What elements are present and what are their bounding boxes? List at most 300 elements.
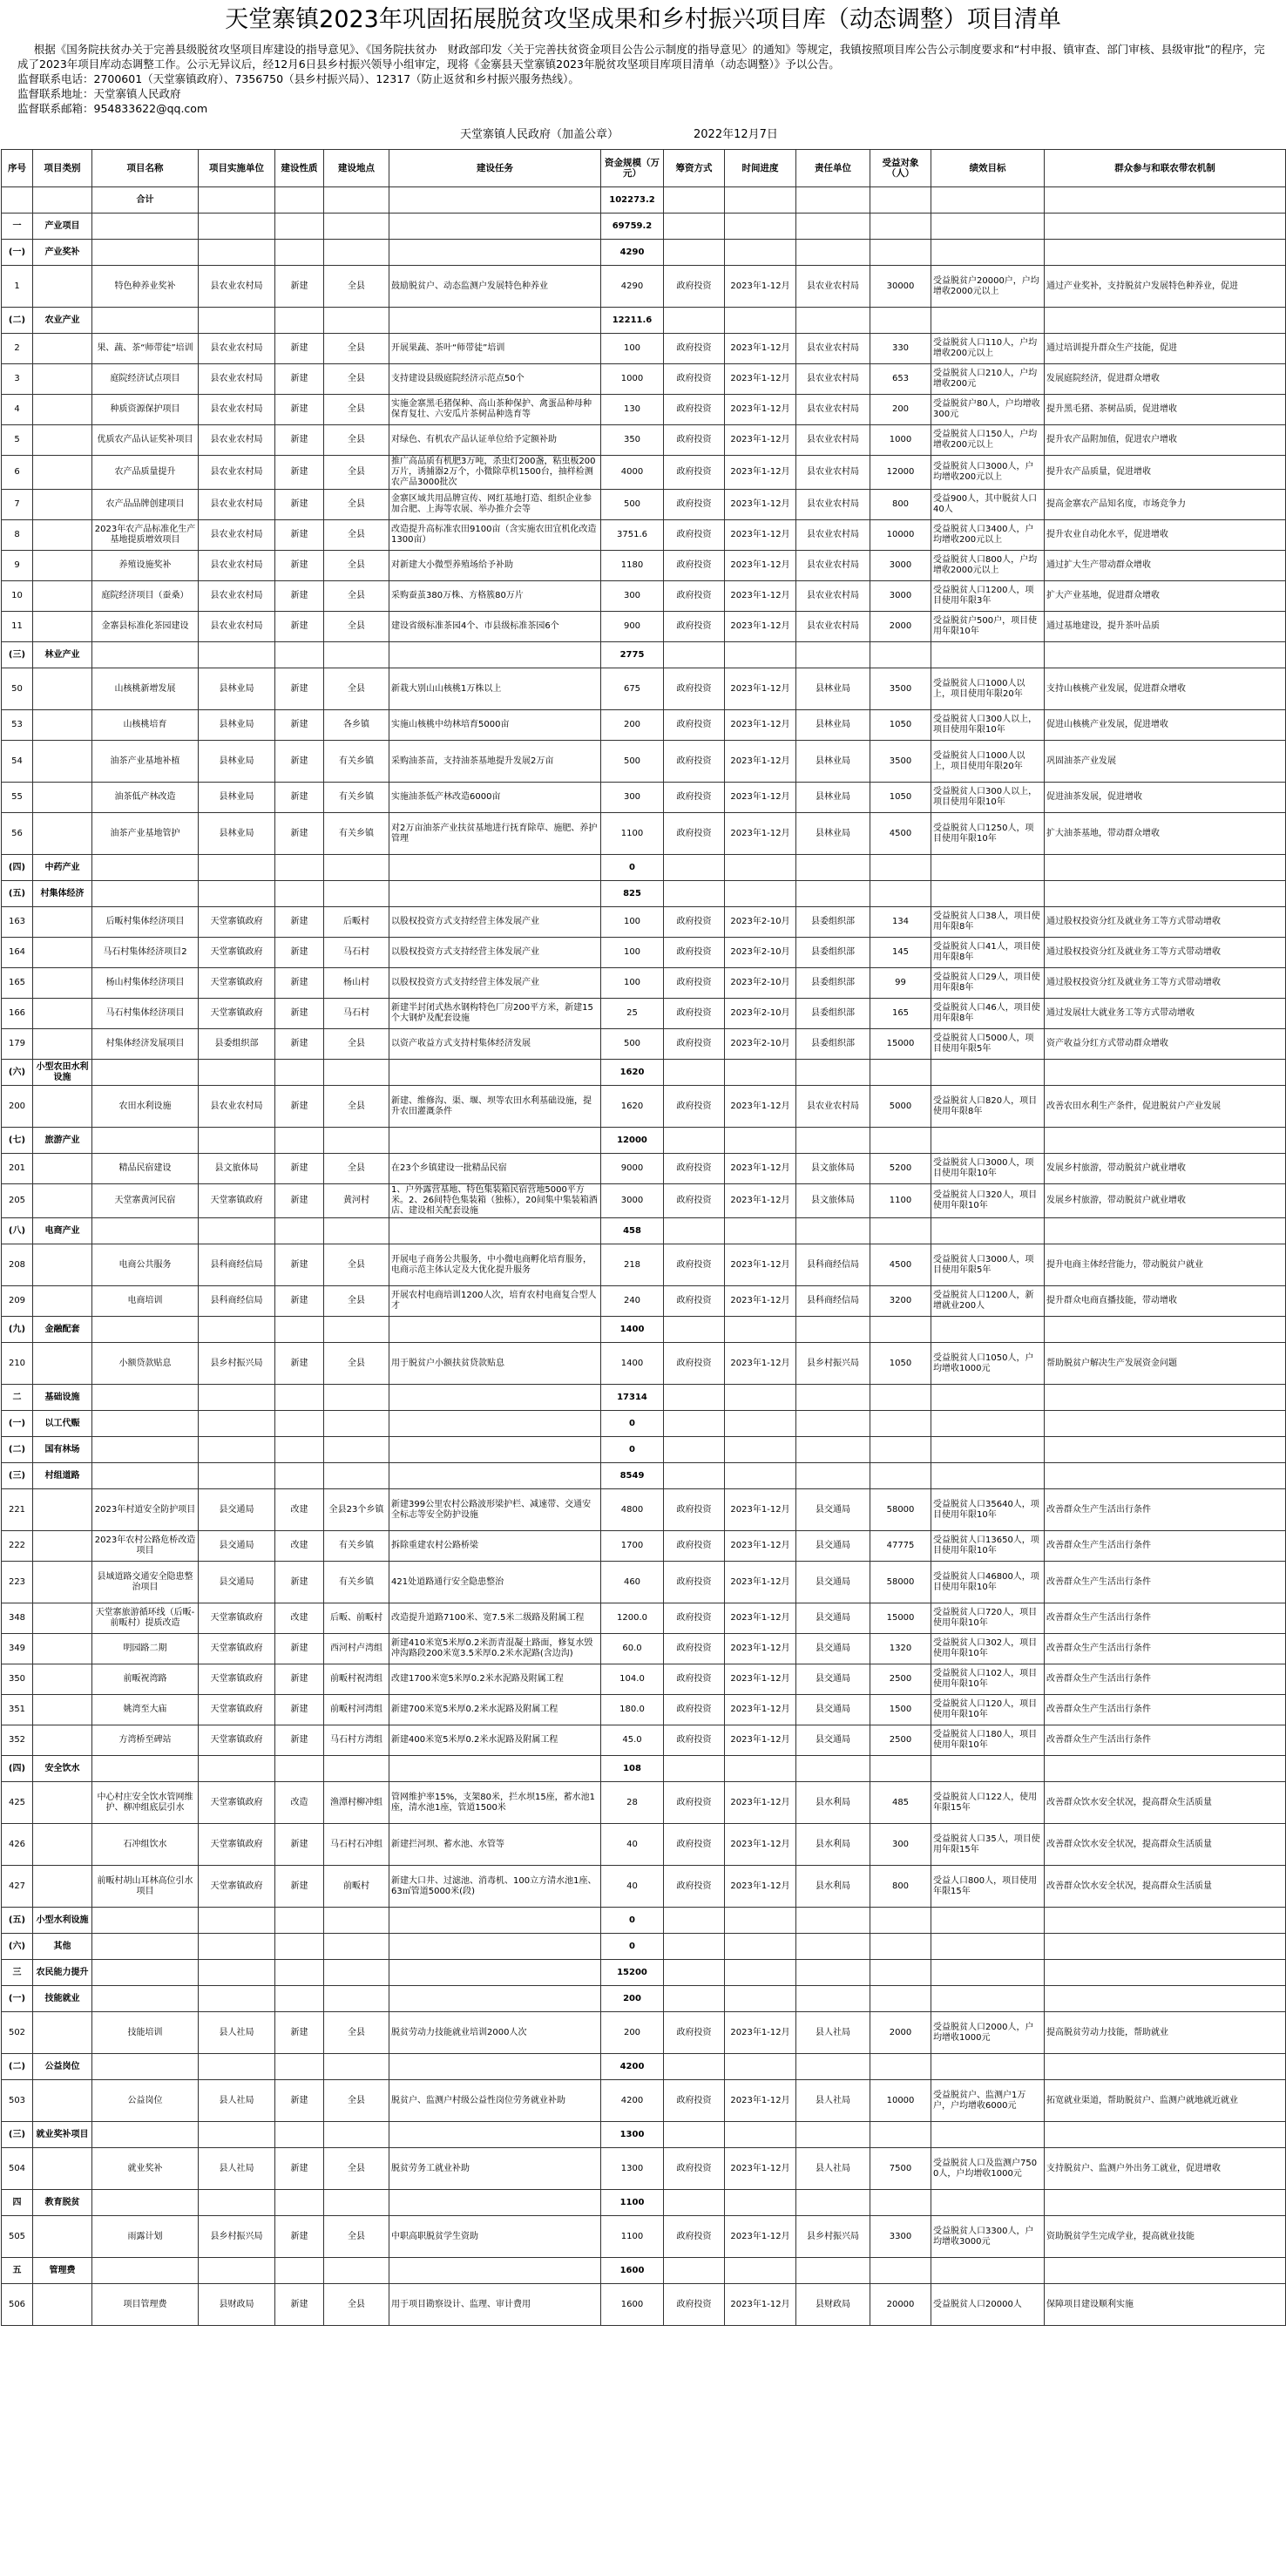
cell-project-name: [92, 881, 199, 907]
cell-seq: 7: [2, 490, 33, 520]
cell-task: 新建拦河坝、蓄水池、水管等: [389, 1824, 601, 1866]
cell-location: [324, 214, 389, 240]
cell-schedule: 2023年1-12月: [725, 2012, 796, 2054]
cell-responsible: 县科商经信局: [796, 1286, 870, 1317]
cell-unit: [199, 2054, 275, 2080]
cell-location: 全县: [324, 1244, 389, 1286]
cell-beneficiaries: 1320: [870, 1634, 931, 1664]
cell-funding-method: 政府投资: [664, 334, 725, 364]
cell-task: 在23个乡镇建设一批精品民宿: [389, 1154, 601, 1184]
cell-performance: [931, 1908, 1045, 1934]
cell-schedule: 2023年1-12月: [725, 2080, 796, 2122]
cell-responsible: 县交通局: [796, 1725, 870, 1756]
cell-performance: 受益脱贫人口1200人，项目使用年限3年: [931, 581, 1045, 612]
cell-task: [389, 214, 601, 240]
cell-category: [33, 741, 92, 783]
cell-mechanism: 通过发展壮大就业务工等方式带动增收: [1045, 999, 1286, 1029]
cell-task: 新建、维修沟、渠、堰、坝等农田水利基础设施，提升农田灌溉条件: [389, 1086, 601, 1128]
cell-responsible: 县农业农村局: [796, 1086, 870, 1128]
cell-unit: 县科商经信局: [199, 1286, 275, 1317]
cell-project-name: [92, 1986, 199, 2012]
cell-mechanism: [1045, 240, 1286, 266]
cell-unit: 县林业局: [199, 668, 275, 710]
cell-nature: 新建: [275, 1634, 324, 1664]
cell-beneficiaries: 1050: [870, 783, 931, 813]
cell-seq: (五): [2, 1908, 33, 1934]
cell-schedule: 2023年1-12月: [725, 1603, 796, 1634]
table-row: [2, 1664, 1286, 1695]
table-row: [2, 741, 1286, 783]
cell-beneficiaries: 15000: [870, 1029, 931, 1060]
cell-beneficiaries: [870, 1756, 931, 1782]
cell-funds: 0: [601, 855, 664, 881]
cell-responsible: 县农业农村局: [796, 551, 870, 581]
cell-category: [33, 1562, 92, 1603]
table-row: [2, 1782, 1286, 1824]
table-row: [2, 1531, 1286, 1562]
cell-location: 全县: [324, 2080, 389, 2122]
cell-responsible: 县农业农村局: [796, 520, 870, 551]
cell-performance: 受益脱贫人口302人，项目使用年限10年: [931, 1634, 1045, 1664]
cell-unit: 天堂寨镇政府: [199, 1725, 275, 1756]
cell-nature: 新建: [275, 783, 324, 813]
table-section-row: [2, 1463, 1286, 1489]
cell-responsible: [796, 1317, 870, 1343]
cell-beneficiaries: 653: [870, 364, 931, 395]
cell-unit: 县人社局: [199, 2080, 275, 2122]
table-row: [2, 1725, 1286, 1756]
cell-task: 中职高职脱贫学生资助: [389, 2216, 601, 2258]
cell-project-name: 石冲组饮水: [92, 1824, 199, 1866]
cell-location: [324, 1411, 389, 1437]
cell-task: 以股权投资方式支持经营主体发展产业: [389, 968, 601, 999]
cell-mechanism: 通过股权投资分红及就业务工等方式带动增收: [1045, 938, 1286, 968]
cell-performance: 受益脱贫人口3000人，户均增收200元以上: [931, 456, 1045, 490]
cell-performance: 受益脱贫人口210人，户均增收200元: [931, 364, 1045, 395]
cell-project-name: [92, 1437, 199, 1463]
cell-project-name: [92, 214, 199, 240]
cell-performance: 受益脱贫人口110人，户均增收200元以上: [931, 334, 1045, 364]
cell-project-name: 电商培训: [92, 1286, 199, 1317]
cell-mechanism: 提升农业自动化水平，促进增收: [1045, 520, 1286, 551]
cell-nature: [275, 1934, 324, 1960]
cell-funds: 4000: [601, 456, 664, 490]
cell-unit: [199, 881, 275, 907]
cell-funds: 300: [601, 783, 664, 813]
cell-responsible: [796, 2258, 870, 2284]
cell-mechanism: [1045, 1128, 1286, 1154]
cell-responsible: 县农业农村局: [796, 490, 870, 520]
cell-schedule: 2023年1-12月: [725, 520, 796, 551]
cell-mechanism: 资助脱贫学生完成学业，提高就业技能: [1045, 2216, 1286, 2258]
cell-unit: 县交通局: [199, 1531, 275, 1562]
cell-unit: 县委组织部: [199, 1029, 275, 1060]
cell-funds: 130: [601, 395, 664, 425]
cell-funding-method: [664, 1437, 725, 1463]
notice-address: 监督联系地址：天堂寨镇人民政府: [17, 87, 181, 100]
cell-schedule: [725, 642, 796, 668]
cell-project-name: [92, 1908, 199, 1934]
cell-task: [389, 2258, 601, 2284]
table-section-row: [2, 855, 1286, 881]
cell-beneficiaries: [870, 881, 931, 907]
cell-beneficiaries: 3200: [870, 1286, 931, 1317]
cell-funds: 1100: [601, 2216, 664, 2258]
cell-category: 林业产业: [33, 642, 92, 668]
cell-funds: 500: [601, 1029, 664, 1060]
cell-funding-method: 政府投资: [664, 783, 725, 813]
cell-funds: 40: [601, 1824, 664, 1866]
cell-responsible: [796, 1986, 870, 2012]
cell-beneficiaries: 30000: [870, 266, 931, 308]
cell-unit: 县农业农村局: [199, 395, 275, 425]
table-row: [2, 668, 1286, 710]
table-section-row: [2, 308, 1286, 334]
cell-task: 用于脱贫户小额扶贫贷款贴息: [389, 1343, 601, 1385]
table-header-row: [2, 150, 1286, 187]
cell-nature: [275, 1908, 324, 1934]
cell-performance: [931, 2122, 1045, 2148]
signature-line: [0, 116, 1286, 149]
cell-unit: [199, 240, 275, 266]
table-row: [2, 1562, 1286, 1603]
cell-performance: [931, 1960, 1045, 1986]
cell-nature: 新建: [275, 1286, 324, 1317]
cell-location: [324, 187, 389, 214]
cell-nature: 新建: [275, 1343, 324, 1385]
cell-unit: [199, 1437, 275, 1463]
cell-responsible: 县农业农村局: [796, 364, 870, 395]
cell-mechanism: 扩大油茶基地，带动群众增收: [1045, 813, 1286, 855]
cell-performance: [931, 1934, 1045, 1960]
cell-funds: 0: [601, 1934, 664, 1960]
cell-funding-method: [664, 1411, 725, 1437]
cell-mechanism: [1045, 1437, 1286, 1463]
cell-responsible: 县人社局: [796, 2012, 870, 2054]
cell-seq: 9: [2, 551, 33, 581]
cell-location: [324, 2190, 389, 2216]
cell-location: 后畈村: [324, 907, 389, 938]
cell-unit: [199, 1218, 275, 1244]
cell-beneficiaries: [870, 1128, 931, 1154]
cell-beneficiaries: [870, 1934, 931, 1960]
cell-category: [33, 1725, 92, 1756]
cell-location: [324, 240, 389, 266]
table-row: [2, 490, 1286, 520]
cell-project-name: 前畈村胡山耳林高位引水项目: [92, 1866, 199, 1908]
cell-project-name: 山核桃新增发展: [92, 668, 199, 710]
cell-schedule: [725, 1218, 796, 1244]
cell-nature: 新建: [275, 425, 324, 456]
cell-funding-method: [664, 1218, 725, 1244]
cell-performance: [931, 1128, 1045, 1154]
cell-seq: 427: [2, 1866, 33, 1908]
cell-funds: 1300: [601, 2148, 664, 2190]
cell-project-name: [92, 1128, 199, 1154]
issuing-authority: 天堂寨镇人民政府（加盖公章）: [460, 128, 619, 141]
cell-funds: 3000: [601, 1184, 664, 1218]
cell-nature: [275, 881, 324, 907]
cell-task: 实施山核桃中幼林培育5000亩: [389, 710, 601, 741]
cell-seq: 164: [2, 938, 33, 968]
cell-seq: 一: [2, 214, 33, 240]
cell-category: [33, 1824, 92, 1866]
cell-location: 全县: [324, 334, 389, 364]
cell-category: [33, 1086, 92, 1128]
cell-nature: [275, 1218, 324, 1244]
table-row: [2, 2216, 1286, 2258]
cell-mechanism: 拓宽就业渠道，帮助脱贫户、监测户就地就近就业: [1045, 2080, 1286, 2122]
table-row: [2, 364, 1286, 395]
cell-category: [33, 1244, 92, 1286]
cell-task: [389, 1385, 601, 1411]
table-row: [2, 425, 1286, 456]
cell-funds: 108: [601, 1756, 664, 1782]
cell-mechanism: 通过股权投资分红及就业务工等方式带动增收: [1045, 907, 1286, 938]
cell-category: [33, 999, 92, 1029]
cell-seq: 163: [2, 907, 33, 938]
cell-mechanism: 通过扩大生产带动群众增收: [1045, 551, 1286, 581]
cell-mechanism: [1045, 2190, 1286, 2216]
cell-location: 全县: [324, 425, 389, 456]
cell-task: 管网维护率15%，支架80米，拦水坝15座，蓄水池1座，清水池1座，管道1500米: [389, 1782, 601, 1824]
cell-category: 管理费: [33, 2258, 92, 2284]
cell-funding-method: [664, 2122, 725, 2148]
cell-location: [324, 2258, 389, 2284]
table-row: [2, 907, 1286, 938]
cell-performance: [931, 2054, 1045, 2080]
table-section-row: [2, 1986, 1286, 2012]
cell-responsible: 县水利局: [796, 1824, 870, 1866]
cell-schedule: 2023年1-12月: [725, 1664, 796, 1695]
cell-seq: (七): [2, 1128, 33, 1154]
cell-mechanism: [1045, 1986, 1286, 2012]
cell-unit: 县农业农村局: [199, 490, 275, 520]
cell-schedule: 2023年2-10月: [725, 968, 796, 999]
cell-task: 新建半封闭式热水钢构特色厂房200平方米，新建15个大钢炉及配套设施: [389, 999, 601, 1029]
cell-funds: 3751.6: [601, 520, 664, 551]
cell-responsible: 县农业农村局: [796, 395, 870, 425]
cell-beneficiaries: [870, 1060, 931, 1086]
cell-funds: 1600: [601, 2258, 664, 2284]
cell-funds: 69759.2: [601, 214, 664, 240]
cell-funding-method: 政府投资: [664, 1695, 725, 1725]
table-section-row: [2, 1437, 1286, 1463]
cell-project-name: 2023年村道安全防护项目: [92, 1489, 199, 1531]
table-row: [2, 710, 1286, 741]
cell-location: [324, 881, 389, 907]
cell-unit: [199, 1060, 275, 1086]
cell-funding-method: [664, 1934, 725, 1960]
cell-project-name: 山核桃培育: [92, 710, 199, 741]
cell-project-name: 合计: [92, 187, 199, 214]
cell-category: [33, 710, 92, 741]
cell-location: [324, 1128, 389, 1154]
cell-beneficiaries: 1050: [870, 1343, 931, 1385]
cell-category: 安全饮水: [33, 1756, 92, 1782]
cell-nature: [275, 1986, 324, 2012]
cell-unit: [199, 2122, 275, 2148]
cell-schedule: 2023年1-12月: [725, 425, 796, 456]
cell-schedule: [725, 881, 796, 907]
notice-block: [0, 35, 1286, 116]
cell-performance: 受益900人，其中脱贫人口40人: [931, 490, 1045, 520]
cell-seq: 4: [2, 395, 33, 425]
col-header: 建设任务: [389, 150, 601, 187]
cell-seq: (一): [2, 1411, 33, 1437]
cell-schedule: [725, 1411, 796, 1437]
cell-responsible: [796, 1385, 870, 1411]
cell-schedule: 2023年1-12月: [725, 1343, 796, 1385]
cell-seq: 1: [2, 266, 33, 308]
cell-funding-method: [664, 642, 725, 668]
cell-funds: 15200: [601, 1960, 664, 1986]
cell-responsible: [796, 1463, 870, 1489]
cell-category: 旅游产业: [33, 1128, 92, 1154]
cell-funds: 218: [601, 1244, 664, 1286]
cell-responsible: 县交通局: [796, 1634, 870, 1664]
cell-nature: [275, 2190, 324, 2216]
cell-project-name: [92, 1934, 199, 1960]
cell-responsible: 县交通局: [796, 1695, 870, 1725]
cell-seq: 350: [2, 1664, 33, 1695]
cell-mechanism: 改善群众生产生活出行条件: [1045, 1725, 1286, 1756]
cell-nature: 新建: [275, 938, 324, 968]
cell-nature: 新建: [275, 1086, 324, 1128]
cell-location: 渔潭村柳冲组: [324, 1782, 389, 1824]
cell-funding-method: 政府投资: [664, 395, 725, 425]
cell-nature: 新建: [275, 551, 324, 581]
cell-project-name: 油茶产业基地补植: [92, 741, 199, 783]
cell-responsible: 县农业农村局: [796, 266, 870, 308]
cell-beneficiaries: [870, 642, 931, 668]
cell-project-name: [92, 2190, 199, 2216]
cell-responsible: 县财政局: [796, 2284, 870, 2326]
cell-responsible: [796, 2122, 870, 2148]
cell-task: 对新建大小微型养殖场给予补助: [389, 551, 601, 581]
cell-task: 改造提升道路7100米、宽7.5米二级路及附属工程: [389, 1603, 601, 1634]
cell-seq: (二): [2, 308, 33, 334]
cell-task: 开展电子商务公共服务，中小微电商孵化培育服务，电商示范主体认定及大优化提升服务: [389, 1244, 601, 1286]
cell-seq: 50: [2, 668, 33, 710]
cell-seq: 426: [2, 1824, 33, 1866]
cell-funding-method: 政府投资: [664, 1782, 725, 1824]
cell-schedule: 2023年1-12月: [725, 456, 796, 490]
cell-funds: 1100: [601, 813, 664, 855]
cell-seq: (一): [2, 240, 33, 266]
cell-funding-method: 政府投资: [664, 425, 725, 456]
cell-project-name: 油茶低产林改造: [92, 783, 199, 813]
cell-seq: (六): [2, 1060, 33, 1086]
cell-responsible: [796, 214, 870, 240]
cell-funds: 100: [601, 334, 664, 364]
cell-project-name: 马石村集体经济项目: [92, 999, 199, 1029]
cell-category: [33, 425, 92, 456]
cell-task: 新建399公里农村公路波形梁护栏、减速带、交通安全标志等安全防护设施: [389, 1489, 601, 1531]
table-row: [2, 395, 1286, 425]
cell-seq: 351: [2, 1695, 33, 1725]
cell-funds: 12211.6: [601, 308, 664, 334]
cell-category: 其他: [33, 1934, 92, 1960]
cell-unit: 县农业农村局: [199, 266, 275, 308]
cell-funding-method: 政府投资: [664, 2284, 725, 2326]
cell-seq: 210: [2, 1343, 33, 1385]
cell-schedule: [725, 214, 796, 240]
cell-schedule: [725, 1437, 796, 1463]
cell-category: [33, 551, 92, 581]
cell-performance: 受益脱贫人口及监测户7500人，户均增收1000元: [931, 2148, 1045, 2190]
cell-seq: 5: [2, 425, 33, 456]
cell-project-name: 2023年农产品标准化生产基地提质增效项目: [92, 520, 199, 551]
table-section-row: [2, 214, 1286, 240]
cell-schedule: 2023年1-12月: [725, 364, 796, 395]
cell-location: 全县: [324, 364, 389, 395]
cell-task: 采购蚕茧380万株、方格簇80万片: [389, 581, 601, 612]
cell-project-name: 公益岗位: [92, 2080, 199, 2122]
cell-task: 新建700米宽5米厚0.2米水泥路及附属工程: [389, 1695, 601, 1725]
cell-beneficiaries: [870, 1463, 931, 1489]
cell-category: [33, 187, 92, 214]
cell-beneficiaries: 4500: [870, 813, 931, 855]
cell-schedule: 2023年1-12月: [725, 1562, 796, 1603]
cell-unit: 县文旅体局: [199, 1154, 275, 1184]
cell-task: 采购油茶苗，支持油茶基地提升发展2万亩: [389, 741, 601, 783]
cell-funds: 460: [601, 1562, 664, 1603]
cell-funds: 500: [601, 741, 664, 783]
cell-performance: 受益脱贫人口13650人，项目使用年限10年: [931, 1531, 1045, 1562]
cell-schedule: 2023年2-10月: [725, 999, 796, 1029]
cell-location: 全县: [324, 1086, 389, 1128]
cell-funding-method: 政府投资: [664, 612, 725, 642]
cell-funds: 9000: [601, 1154, 664, 1184]
cell-funds: 100: [601, 938, 664, 968]
table-row: [2, 2148, 1286, 2190]
cell-beneficiaries: 3000: [870, 581, 931, 612]
cell-mechanism: 改善群众生产生活出行条件: [1045, 1562, 1286, 1603]
cell-funds: 1620: [601, 1060, 664, 1086]
cell-task: 拆除重建农村公路桥梁: [389, 1531, 601, 1562]
cell-location: [324, 1756, 389, 1782]
cell-performance: [931, 1756, 1045, 1782]
table-section-row: [2, 2190, 1286, 2216]
cell-location: [324, 1437, 389, 1463]
cell-funds: 102273.2: [601, 187, 664, 214]
cell-unit: 县人社局: [199, 2148, 275, 2190]
cell-beneficiaries: [870, 214, 931, 240]
cell-funds: 1600: [601, 2284, 664, 2326]
cell-funds: 458: [601, 1218, 664, 1244]
table-row: [2, 1343, 1286, 1385]
cell-funding-method: 政府投资: [664, 551, 725, 581]
cell-schedule: [725, 1934, 796, 1960]
cell-responsible: [796, 240, 870, 266]
cell-funding-method: 政府投资: [664, 520, 725, 551]
cell-beneficiaries: [870, 1437, 931, 1463]
cell-funding-method: [664, 855, 725, 881]
cell-seq: 55: [2, 783, 33, 813]
cell-funds: 1100: [601, 2190, 664, 2216]
cell-category: 以工代赈: [33, 1411, 92, 1437]
cell-task: 实施金寨黑毛猪保种、高山茶种保护、禽蛋品种母种保育复壮、六安瓜片茶树品种选育等: [389, 395, 601, 425]
cell-unit: 县乡村振兴局: [199, 2216, 275, 2258]
cell-performance: 受益脱贫人口1000人以上，项目使用年限20年: [931, 668, 1045, 710]
cell-category: [33, 1634, 92, 1664]
cell-mechanism: [1045, 2258, 1286, 2284]
cell-task: 421处道路通行安全隐患整治: [389, 1562, 601, 1603]
notice-paragraph: 根据《国务院扶贫办关于完善县级脱贫攻坚项目库建设的指导意见》、《国务院扶贫办 财政部印发〈关于完善扶贫资金项目公告公示制度的指导意见〉的通知》等规定，我镇按照项目库公告公示制度要求和“村申报、镇审查、部门审核、县级审批”的程序，完成了2023年项目库动态调整工作。公示无异议后，经12月6日县乡村振兴领导小组审定，现将《金寨县天堂寨镇2023年脱贫攻坚项目库项目清单（动态调整）》予以公告。: [17, 43, 1265, 71]
cell-mechanism: [1045, 214, 1286, 240]
cell-task: 鼓励脱贫户、动态监测户发展特色种养业: [389, 266, 601, 308]
